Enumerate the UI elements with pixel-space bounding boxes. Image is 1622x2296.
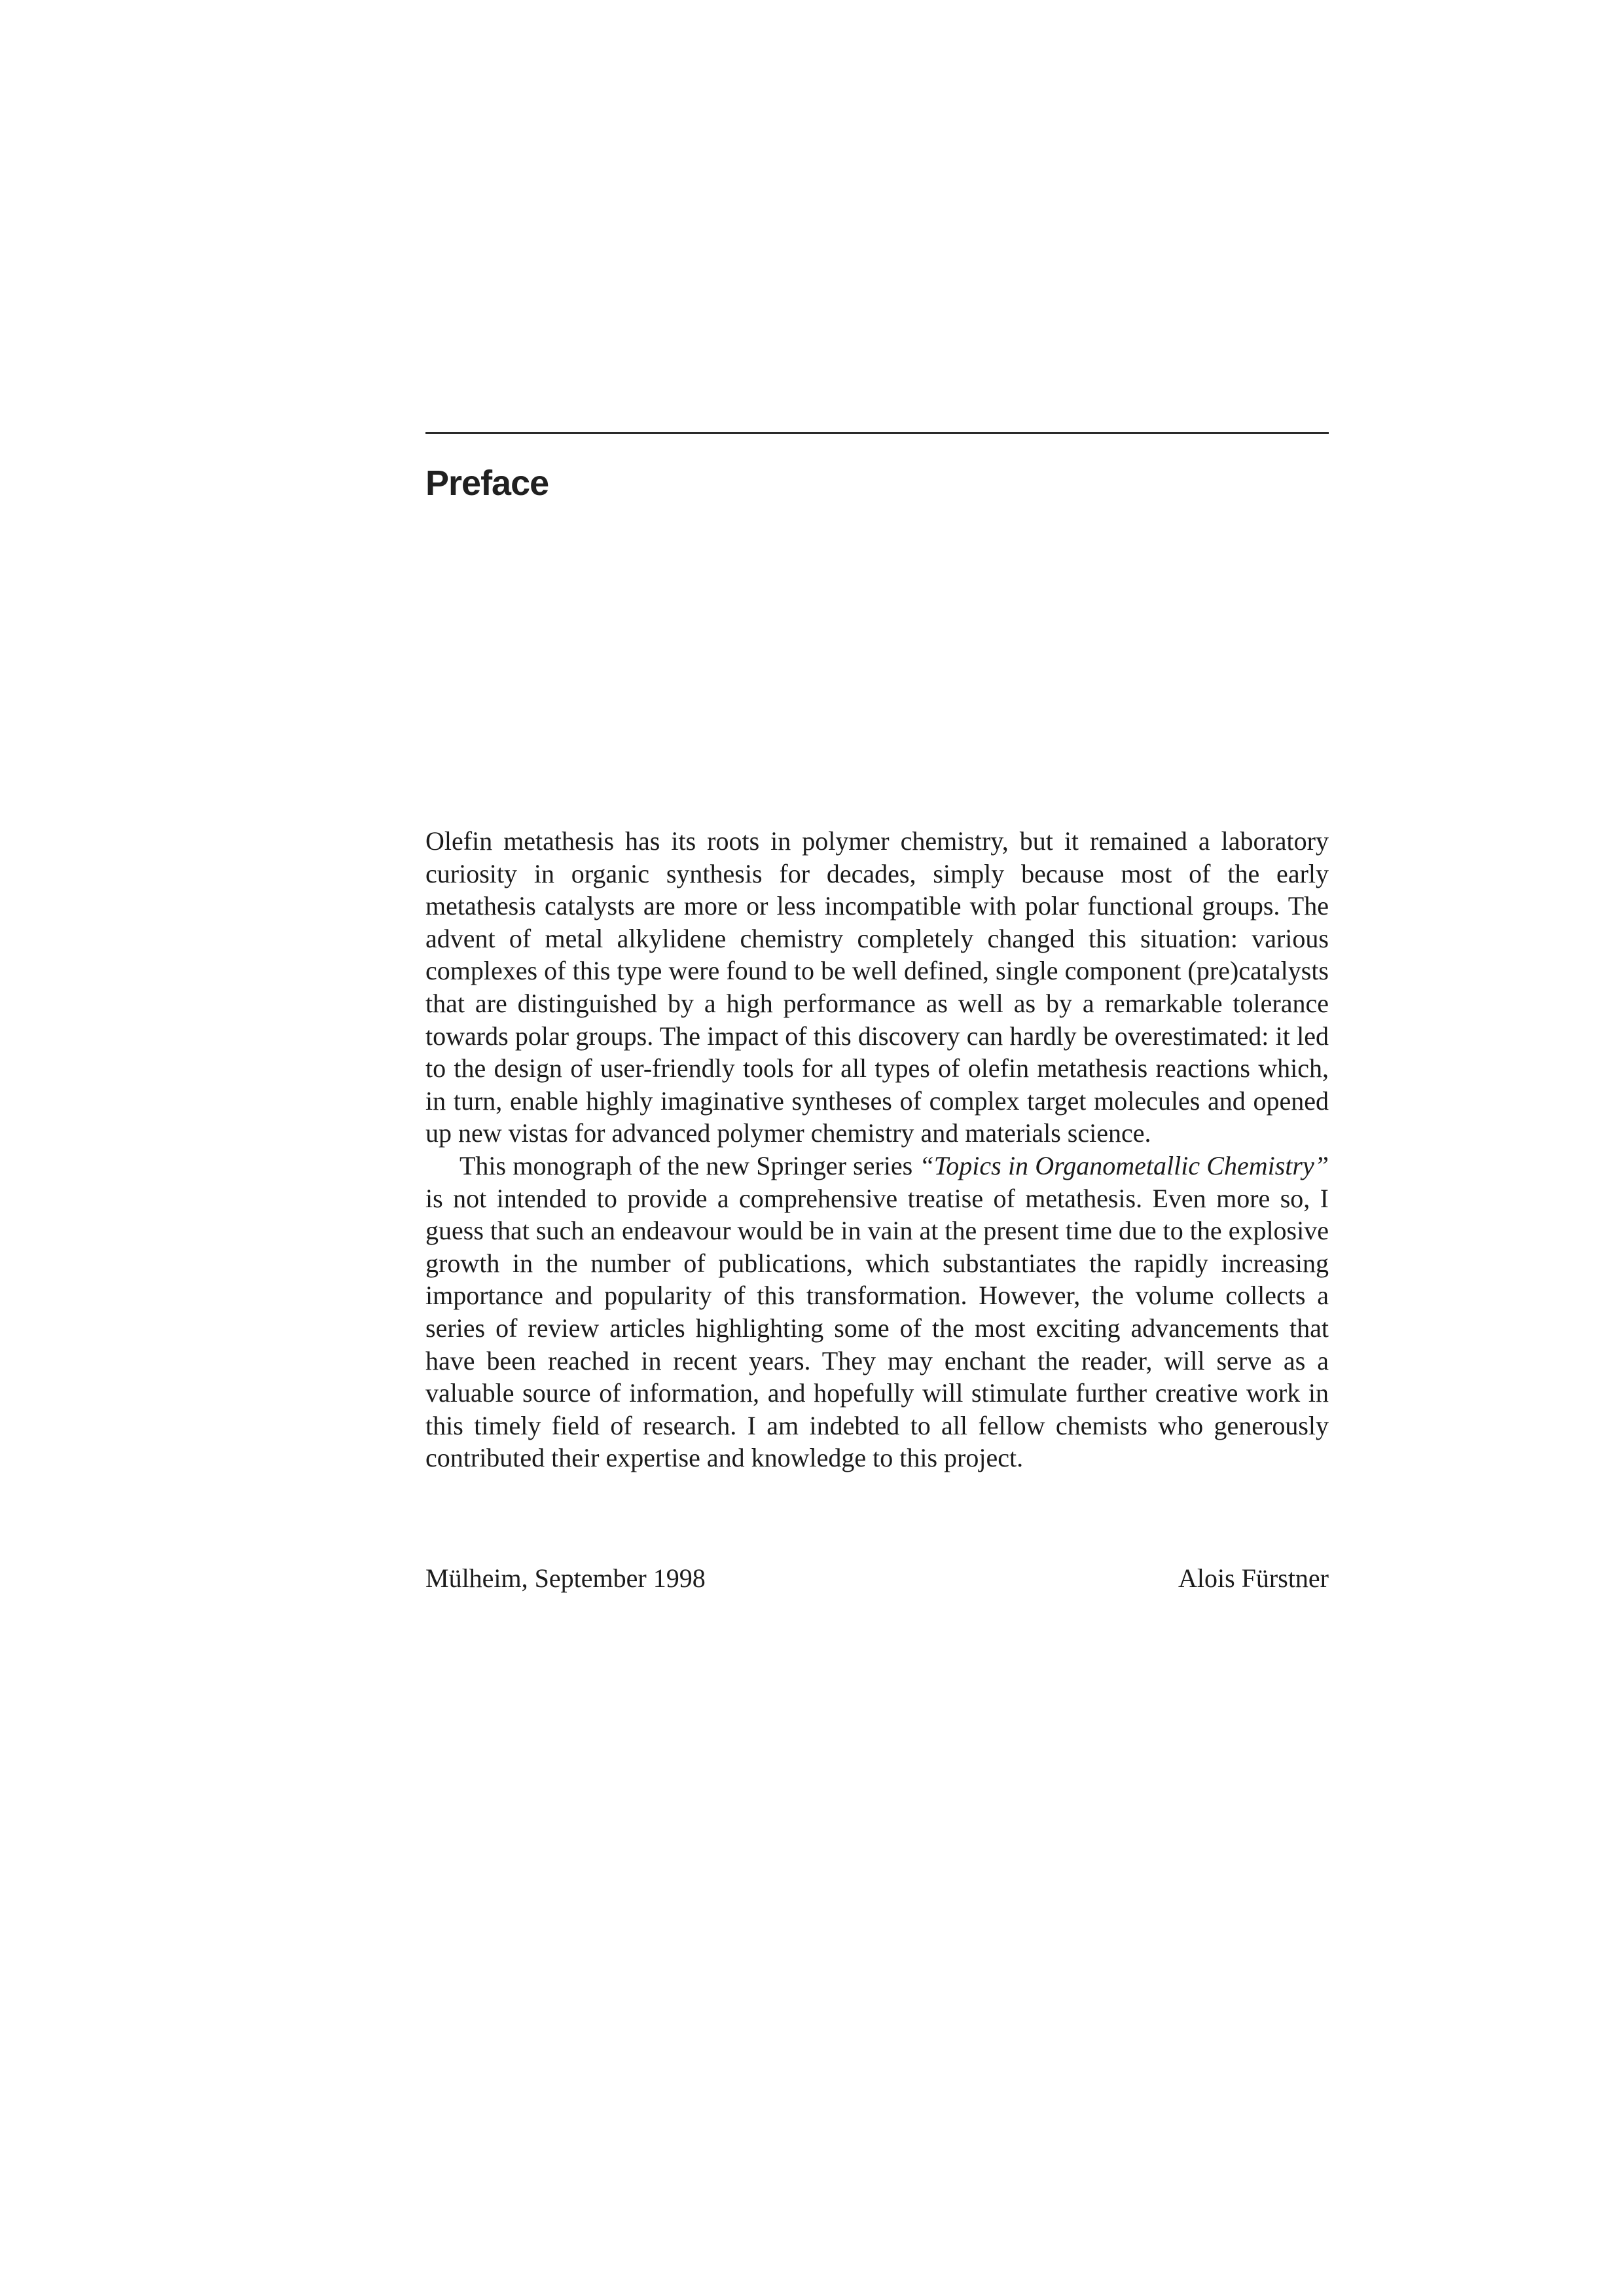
paragraph-2-start: This monograph of the new Springer series bbox=[460, 1150, 920, 1180]
signoff bbox=[425, 1562, 1329, 1595]
paragraph-2-rest: is not intended to provide a comprehensive treatise of metathesis. Even more so, I guess that such an endeavour would be in vain at the present time due to the explosive growth in the number of publications, which substantiates the rapidly increasing importance and popularity of this transformation. However, the volume collects a series of review articles highlighting some of the most exciting advancements that have been reached in recent years. They may enchant the reader, will serve as a valuable source of information, and hopefully will stimulate further creative work in this timely field of research. I am indebted to all fellow chemists who generously contributed their expertise and knowledge to this project. bbox=[425, 1183, 1329, 1473]
place-date: Mülheim, September 1998 bbox=[425, 1563, 706, 1593]
page-title: Preface bbox=[425, 464, 549, 503]
title-rule bbox=[425, 432, 1329, 434]
series-title: “Topics in Organometallic Chemistry” bbox=[919, 1150, 1329, 1180]
preface-body bbox=[425, 825, 1329, 1474]
author-name: Alois Fürstner bbox=[1178, 1563, 1329, 1593]
paragraph-2 bbox=[425, 1150, 1329, 1474]
preface-page bbox=[425, 432, 1329, 1593]
paragraph-1: Olefin metathesis has its roots in polymer chemistry, but it remained a laboratory curiosity in organic synthesis for decades, simply because most of the early metathesis catalysts are more or less incompatible with polar functional groups. The advent of metal alkylidene chemistry completely changed this situation: various complexes of this type were found to be well defined, single component (pre)catalysts that are distinguished by a high performance as well as by a remarkable tolerance towards polar groups. The impact of this discovery can hardly be overestimated: it led to the design of user-friendly tools for all types of olefin metathesis reactions which, in turn, enable highly imaginative syntheses of complex target molecules and opened up new vistas for advanced polymer chemistry and materials science. bbox=[425, 826, 1329, 1148]
